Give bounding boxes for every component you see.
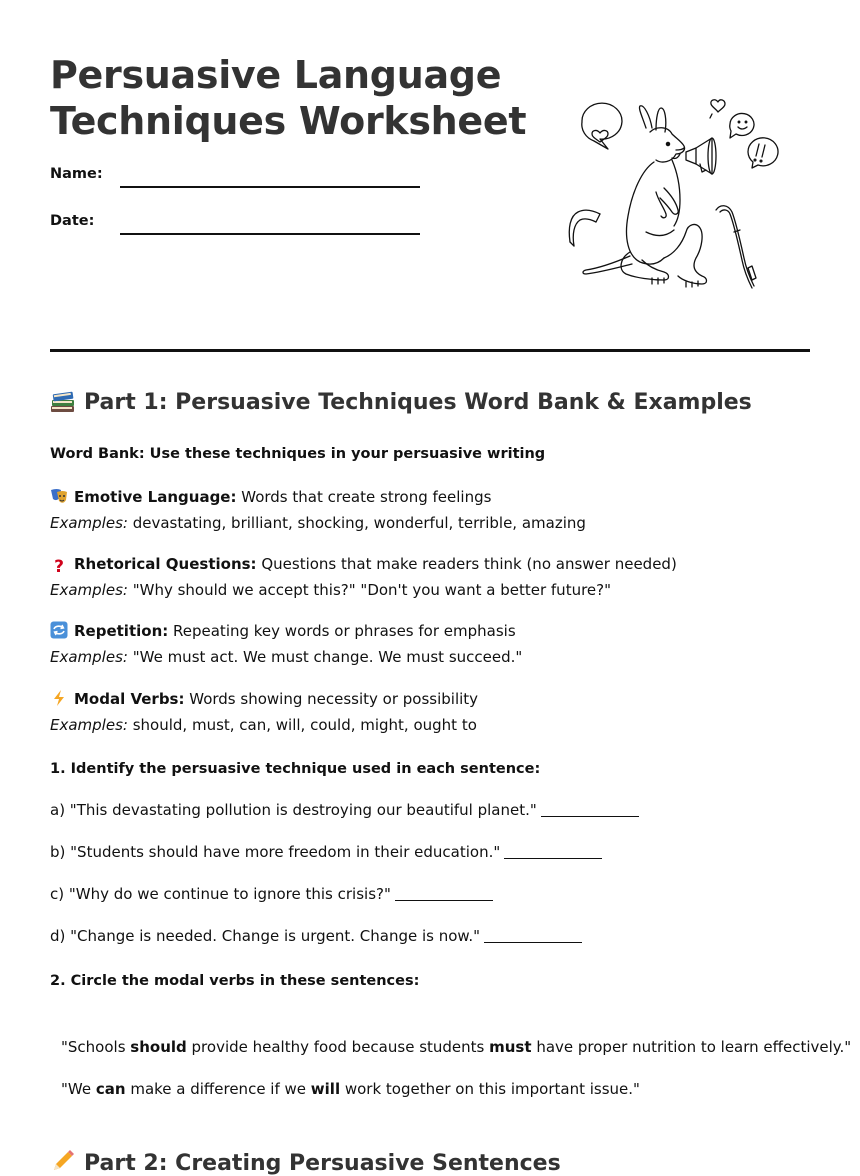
examples-text: devastating, brilliant, shocking, wonderful, terrible, amazing [127,514,586,532]
examples-label: Examples: [50,648,128,666]
modal-verb[interactable]: must [489,1038,532,1056]
word-bank-heading: Word Bank: Use these techniques in your persuasive writing [50,446,546,462]
technique-line [50,551,677,577]
technique-repetition [50,618,522,670]
question-text: b) "Students should have more freedom in their education." [50,843,501,861]
technique-examples [50,644,522,670]
books-icon [50,389,76,413]
question1-item-d [50,927,582,945]
sentence-text: provide healthy food because students [186,1038,490,1056]
smiley-bubble-icon [730,113,754,138]
examples-text: should, must, can, will, could, might, ought to [127,716,477,734]
part2-heading-text: Part 2: Creating Persuasive Sentences [84,1151,561,1176]
answer-blank[interactable] [504,844,602,859]
kangaroo-ear-left [639,106,652,128]
title-line-2: Techniques Worksheet [50,99,527,143]
technique-line [50,686,478,712]
examples-label: Examples: [50,581,128,599]
technique-line [50,484,586,510]
right-cane [716,206,754,286]
speech-bubble-heart-icon [582,103,622,149]
technique-examples [50,510,586,536]
examples-label: Examples: [50,716,128,734]
part1-heading [50,389,752,415]
question2-heading: 2. Circle the modal verbs in these sentences: [50,973,420,989]
sentence-text: work together on this important issue." [340,1080,640,1098]
pencil-icon [50,1150,76,1174]
technique-modal-verbs [50,686,478,738]
examples-text: "Why should we accept this?" "Don't you want a better future?" [127,581,612,599]
technique-examples [50,577,677,603]
heart-icon [711,100,725,112]
name-input-line[interactable] [120,186,420,188]
technique-name: Emotive Language: [74,488,237,506]
left-stick [569,210,600,242]
technique-line [50,618,522,644]
sentence-text: make a difference if we [125,1080,311,1098]
part1-heading-text: Part 1: Persuasive Techniques Word Bank & Examples [84,390,752,415]
question1-heading: 1. Identify the persuasive technique used in each sentence: [50,761,541,777]
technique-rhetorical-questions [50,551,677,603]
examples-text: "We must act. We must change. We must succeed." [127,648,523,666]
sentence-text: "Schools [61,1038,131,1056]
technique-name: Repetition: [74,622,169,640]
answer-blank[interactable] [484,928,582,943]
megaphone-icon [686,148,696,164]
modal-verb[interactable]: will [310,1080,341,1098]
kangaroo-megaphone-illustration [560,92,792,292]
examples-label: Examples: [50,514,128,532]
worksheet-title [50,52,526,144]
question-mark-icon: ? [54,557,64,577]
technique-name: Modal Verbs: [74,690,185,708]
modal-verb[interactable]: should [130,1038,187,1056]
modal-verb[interactable]: can [95,1080,126,1098]
technique-examples [50,712,478,738]
header-divider [50,349,810,352]
question-text: c) "Why do we continue to ignore this crisis?" [50,885,391,903]
question-text: a) "This devastating pollution is destroying our beautiful planet." [50,801,537,819]
circle-sentence-2 [61,1080,640,1098]
technique-description: Words showing necessity or possibility [184,690,479,708]
lightning-bolt-icon [50,689,68,707]
part2-heading [50,1150,561,1176]
technique-description: Questions that make readers think (no answer needed) [256,555,677,573]
name-field-row [50,166,103,182]
sentence-text: have proper nutrition to learn effectively." [531,1038,852,1056]
repeat-arrows-icon [50,621,68,639]
kangaroo-body [627,162,665,264]
title-line-1: Persuasive Language [50,53,502,97]
date-field-row [50,213,94,229]
answer-blank[interactable] [395,886,493,901]
technique-description: Words that create strong feelings [236,488,492,506]
name-label: Name: [50,166,103,182]
question1-item-a [50,801,639,819]
technique-description: Repeating key words or phrases for emphasis [168,622,516,640]
technique-name: Rhetorical Questions: [74,555,257,573]
kangaroo-tail [583,256,632,274]
sentence-text: "We [61,1080,96,1098]
question1-item-c [50,885,493,903]
technique-emotive-language [50,484,586,536]
date-input-line[interactable] [120,233,420,235]
answer-blank[interactable] [541,802,639,817]
question-text: d) "Change is needed. Change is urgent. Change is now." [50,927,480,945]
question1-item-b [50,843,602,861]
date-label: Date: [50,213,95,229]
theater-masks-icon [50,487,68,505]
circle-sentence-1 [61,1038,851,1056]
